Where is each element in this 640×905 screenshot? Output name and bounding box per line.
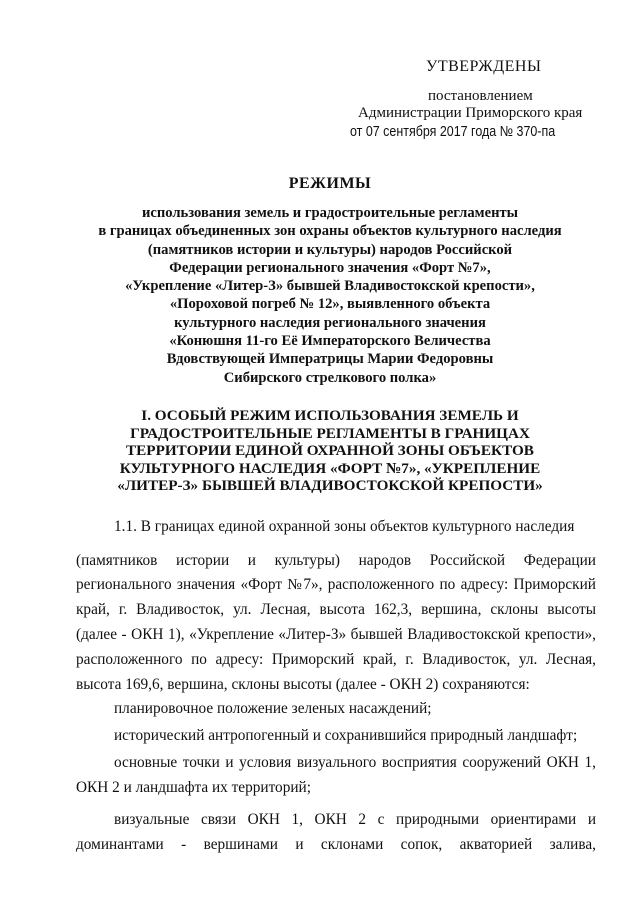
section-heading — [60, 407, 600, 495]
approval-resolution-label: постановлением — [428, 88, 533, 104]
paragraph-line: (памятников истории и культуры) народов Российской Федерации — [76, 552, 596, 569]
section-heading-line: ГРАДОСТРОИТЕЛЬНЫЕ РЕГЛАМЕНТЫ В ГРАНИЦАХ — [130, 424, 530, 442]
paragraph-line: визуальные связи ОКН 1, ОКН 2 с природными ориентирами и — [114, 811, 596, 828]
title-line: культурного наследия регионального значения — [174, 314, 486, 331]
paragraph-line: высота 169,6, вершина, склоны высоты (далее - ОКН 2) сохраняются: — [76, 676, 530, 693]
approval-date-number: от 07 сентября 2017 года № 370-па — [350, 124, 556, 140]
title-line: (памятников истории и культуры) народов Российской — [147, 241, 513, 258]
section-heading-line: ТЕРРИТОРИИ ЕДИНОЙ ОХРАННОЙ ЗОНЫ ОБЪЕКТОВ — [126, 442, 534, 459]
paragraph-line: ОКН 2 и ландшафта их территорий; — [76, 779, 311, 796]
title-line: Федерации регионального значения «Форт №7», — [169, 259, 491, 276]
title-line: Сибирского стрелкового полка» — [223, 369, 437, 386]
paragraph-line: край, г. Владивосток, ул. Лесная, высота 162,3, вершина, склоны высоты — [76, 601, 596, 618]
title-line: «Конюшня 11-го Её Императорского Величества — [169, 333, 491, 350]
title-heading: РЕЖИМЫ — [288, 175, 372, 192]
section-heading-line: КУЛЬТУРНОГО НАСЛЕДИЯ «ФОРТ №7», «УКРЕПЛЕНИЕ — [119, 459, 541, 477]
paragraph-line: планировочное положение зеленых насаждений; — [114, 700, 432, 717]
approval-title: УТВЕРЖДЕНЫ — [426, 58, 542, 75]
section-heading-line: I. ОСОБЫЙ РЕЖИМ ИСПОЛЬЗОВАНИЯ ЗЕМЕЛЬ И — [141, 407, 519, 424]
title-line: «Укрепление «Литер-З» бывшей Владивостокской крепости», — [125, 278, 535, 295]
title-line: в границах объединенных зон охраны объектов культурного наследия — [98, 223, 562, 240]
paragraph-line: регионального значения «Форт №7», расположенного по адресу: Приморский — [76, 576, 596, 593]
paragraph-line: доминантами - вершинами и склонами сопок, акваторией залива, — [76, 836, 596, 853]
title-line: использования земель и градостроительные регламенты — [141, 205, 519, 221]
approval-authority: Администрации Приморского края — [358, 105, 583, 121]
paragraph-line: основные точки и условия визуального восприятия сооружений ОКН 1, — [114, 754, 596, 771]
document-title — [60, 174, 600, 387]
title-line: Вдовствующей Императрицы Марии Федоровны — [166, 351, 494, 368]
paragraph-line: (далее - ОКН 1), «Укрепление «Литер-З» бывшей Владивостокской крепости», — [76, 626, 596, 643]
paragraph-line: исторический антропогенный и сохранившийся природный ландшафт; — [114, 727, 578, 744]
paragraph-line: 1.1. В границах единой охранной зоны объектов культурного наследия — [114, 518, 575, 535]
section-heading-line: «ЛИТЕР-З» БЫВШЕЙ ВЛАДИВОСТОКСКОЙ КРЕПОСТИ» — [117, 477, 543, 494]
title-line: «Пороховой погреб № 12», выявленного объекта — [169, 296, 491, 313]
paragraph-line: расположенного по адресу: Приморский край, г. Владивосток, ул. Лесная, — [76, 651, 596, 668]
